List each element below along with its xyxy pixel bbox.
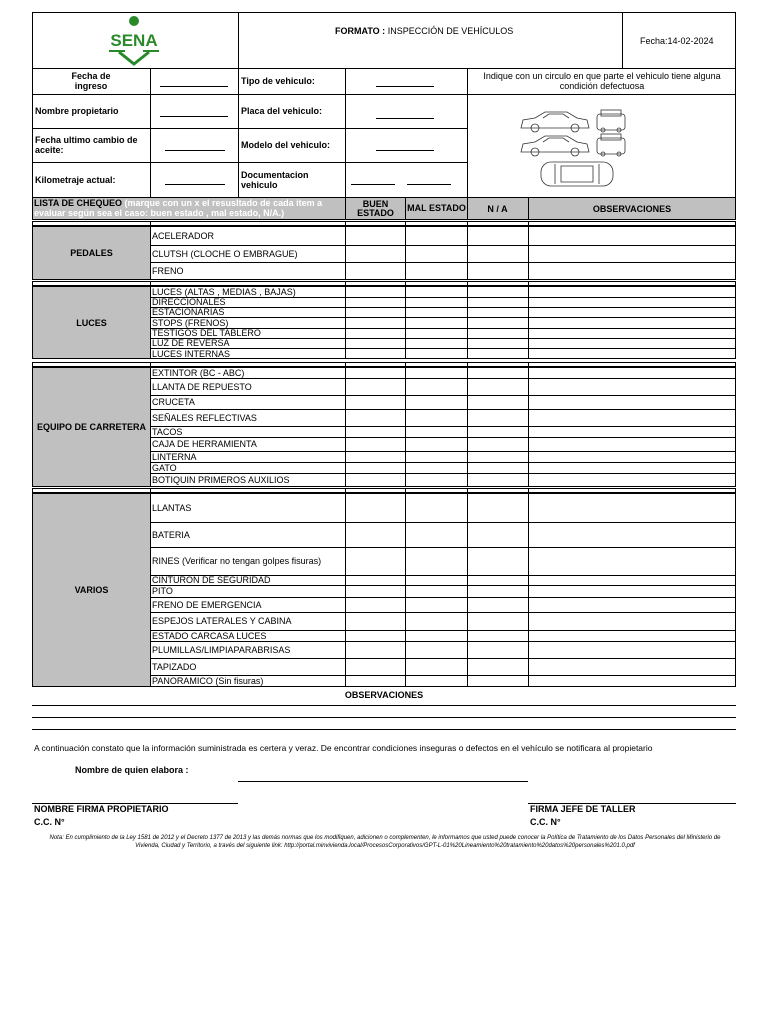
cell-na[interactable] bbox=[467, 547, 528, 575]
cell-mal[interactable] bbox=[405, 473, 467, 487]
cell-mal[interactable] bbox=[405, 451, 467, 462]
check-item-varios: RINES (Verificar no tengan golpes fisuras) bbox=[152, 556, 322, 566]
observaciones-line-2[interactable] bbox=[32, 717, 736, 718]
cell-na[interactable] bbox=[467, 522, 528, 547]
check-item-varios: FRENO DE EMERGENCIA bbox=[152, 599, 262, 610]
cell-obs[interactable] bbox=[528, 262, 736, 280]
cell-mal[interactable] bbox=[405, 409, 467, 426]
check-item-pedales: ACELERADOR bbox=[152, 230, 215, 241]
cell-obs[interactable] bbox=[528, 451, 736, 462]
cell-na[interactable] bbox=[467, 317, 528, 328]
fecha-aceite-field[interactable] bbox=[165, 150, 225, 151]
cell-na[interactable] bbox=[467, 493, 528, 522]
cell-obs[interactable] bbox=[528, 338, 736, 348]
cell-mal[interactable] bbox=[405, 641, 467, 658]
modelo-label: Modelo del vehiculo: bbox=[241, 140, 331, 150]
cell-buen[interactable] bbox=[345, 226, 405, 245]
cell-buen[interactable] bbox=[345, 675, 405, 687]
cell-obs[interactable] bbox=[528, 575, 736, 585]
formato-label: FORMATO : bbox=[335, 26, 386, 36]
check-item-luces: LUZ DE REVERSA bbox=[152, 338, 230, 348]
documentacion-field-2[interactable] bbox=[407, 184, 451, 185]
cell-buen[interactable] bbox=[345, 338, 405, 348]
indique-text: Indique con un circulo en que parte el vehiculo tiene alguna condición defectuosa bbox=[483, 71, 721, 91]
cell-buen[interactable] bbox=[345, 262, 405, 280]
check-item-equipo: BOTIQUIN PRIMEROS AUXILIOS bbox=[152, 475, 290, 485]
section-title-luces: LUCES bbox=[33, 287, 150, 358]
cell-mal[interactable] bbox=[405, 338, 467, 348]
tipo-vehiculo-label: Tipo de vehiculo: bbox=[241, 76, 315, 86]
cell-mal[interactable] bbox=[405, 317, 467, 328]
firma-jefe-label: FIRMA JEFE DE TALLER bbox=[530, 804, 636, 814]
observaciones-line-1[interactable] bbox=[32, 705, 736, 706]
cell-na[interactable] bbox=[467, 245, 528, 262]
section-title-varios: VARIOS bbox=[33, 494, 150, 686]
cell-obs[interactable] bbox=[528, 675, 736, 687]
cell-na[interactable] bbox=[467, 226, 528, 245]
cell-mal[interactable] bbox=[405, 286, 467, 297]
fecha: Fecha:14-02-2024 bbox=[640, 36, 714, 46]
fecha-ingreso-field[interactable] bbox=[160, 86, 228, 87]
cell-obs[interactable] bbox=[528, 658, 736, 675]
check-item-pedales: FRENO bbox=[152, 266, 184, 276]
cell-mal[interactable] bbox=[405, 328, 467, 338]
cell-buen[interactable] bbox=[345, 585, 405, 597]
documentacion-field-1[interactable] bbox=[351, 184, 395, 185]
cell-mal[interactable] bbox=[405, 658, 467, 675]
tipo-vehiculo-field[interactable] bbox=[376, 86, 434, 87]
check-item-equipo: CRUCETA bbox=[152, 397, 195, 407]
cell-mal[interactable] bbox=[405, 462, 467, 473]
cell-buen[interactable] bbox=[345, 575, 405, 585]
check-item-varios: ESPEJOS LATERALES Y CABINA bbox=[152, 616, 292, 626]
mal-estado-header: MAL ESTADO bbox=[407, 203, 466, 213]
cell-na[interactable] bbox=[467, 307, 528, 317]
cell-obs[interactable] bbox=[528, 612, 736, 630]
check-item-varios: ESTADO CARCASA LUCES bbox=[152, 630, 267, 641]
cell-mal[interactable] bbox=[405, 262, 467, 280]
checklist-title: LISTA DE CHEQUEO (marque con un x el resusltado de cada item a evaluar según sea el caso: buen estado , mal estado, N/A.) bbox=[34, 198, 323, 218]
check-item-equipo: CAJA DE HERRAMIENTA bbox=[152, 439, 257, 449]
cell-na[interactable] bbox=[467, 367, 528, 378]
firma-propietario-label: NOMBRE FIRMA PROPIETARIO bbox=[34, 804, 169, 814]
cell-na[interactable] bbox=[467, 641, 528, 658]
cell-na[interactable] bbox=[467, 378, 528, 395]
buen-estado-header: BUEN ESTADO bbox=[357, 198, 394, 218]
elabora-field[interactable] bbox=[238, 781, 528, 782]
cell-obs[interactable] bbox=[528, 426, 736, 437]
cell-mal[interactable] bbox=[405, 630, 467, 641]
check-item-varios: LLANTAS bbox=[152, 502, 192, 513]
cell-buen[interactable] bbox=[345, 473, 405, 487]
cell-obs[interactable] bbox=[528, 522, 736, 547]
check-item-varios: PLUMILLAS/LIMPIAPARABRISAS bbox=[152, 644, 291, 655]
cell-buen[interactable] bbox=[345, 462, 405, 473]
cell-buen[interactable] bbox=[345, 317, 405, 328]
cell-na[interactable] bbox=[467, 328, 528, 338]
cell-mal[interactable] bbox=[405, 437, 467, 451]
cell-na[interactable] bbox=[467, 451, 528, 462]
cell-buen[interactable] bbox=[345, 297, 405, 307]
formato-title bbox=[335, 26, 513, 36]
sena-logo bbox=[95, 14, 173, 66]
cell-mal[interactable] bbox=[405, 307, 467, 317]
cell-buen[interactable] bbox=[345, 547, 405, 575]
cell-buen[interactable] bbox=[345, 378, 405, 395]
vehicle-diagram[interactable] bbox=[515, 106, 635, 190]
check-item-luces: STOPS (FRENOS) bbox=[152, 317, 229, 328]
check-item-luces: LUCES (ALTAS , MEDIAS , BAJAS) bbox=[152, 286, 296, 297]
cell-mal[interactable] bbox=[405, 297, 467, 307]
cell-mal[interactable] bbox=[405, 585, 467, 597]
check-item-equipo: SEÑALES REFLECTIVAS bbox=[152, 412, 257, 423]
cell-na[interactable] bbox=[467, 630, 528, 641]
cell-obs[interactable] bbox=[528, 585, 736, 597]
cell-na[interactable] bbox=[467, 597, 528, 612]
cell-obs[interactable] bbox=[528, 409, 736, 426]
nota-legal: Nota: En cumplimiento de la Ley 1581 de 2012 y el Decreto 1377 de 2013 y las demás normas que los modifiquen, adicionen o complementen, le informamos que usted puede conocer la Política de Tratamiento de los Datos Personales del Ministerio de Vivienda, Ciudad y Territorio, a través del siguiente link: http://portal.minvivienda.local/ProcesosCorporativos/GPT-L-01%20Lineamiento%20tratamiento%20datos%20personales%201.0.pdf bbox=[49, 835, 721, 849]
check-item-equipo: GATO bbox=[152, 462, 177, 473]
documentacion-label: Documentacion vehiculo bbox=[241, 170, 309, 190]
fecha-aceite-label: Fecha ultimo cambio de aceite: bbox=[35, 135, 138, 155]
section-spacer bbox=[32, 221, 736, 226]
check-item-luces: ESTACIONARIAS bbox=[152, 307, 225, 317]
cell-buen[interactable] bbox=[345, 328, 405, 338]
cell-buen[interactable] bbox=[345, 612, 405, 630]
check-item-varios: TAPIZADO bbox=[152, 661, 197, 672]
cell-na[interactable] bbox=[467, 297, 528, 307]
na-header: N / A bbox=[487, 203, 508, 214]
check-item-equipo: EXTINTOR (BC - ABC) bbox=[152, 367, 245, 378]
cell-mal[interactable] bbox=[405, 547, 467, 575]
cell-buen[interactable] bbox=[345, 522, 405, 547]
cell-obs[interactable] bbox=[528, 245, 736, 262]
cell-obs[interactable] bbox=[528, 378, 736, 395]
observaciones-header: OBSERVACIONES bbox=[592, 203, 672, 214]
cell-buen[interactable] bbox=[345, 630, 405, 641]
kilometraje-label: Kilometraje actual: bbox=[35, 175, 116, 185]
cc-jefe: C.C. N° bbox=[530, 817, 561, 827]
cell-mal[interactable] bbox=[405, 675, 467, 687]
check-item-equipo: LLANTA DE REPUESTO bbox=[152, 381, 252, 392]
check-item-pedales: CLUTSH (CLOCHE O EMBRAGUE) bbox=[152, 248, 298, 259]
cell-buen[interactable] bbox=[345, 245, 405, 262]
modelo-field[interactable] bbox=[376, 150, 434, 151]
placa-field[interactable] bbox=[376, 118, 434, 119]
cell-na[interactable] bbox=[467, 675, 528, 687]
cell-buen[interactable] bbox=[345, 367, 405, 378]
cell-obs[interactable] bbox=[528, 328, 736, 338]
cell-obs[interactable] bbox=[528, 395, 736, 409]
cell-obs[interactable] bbox=[528, 462, 736, 473]
cell-mal[interactable] bbox=[405, 426, 467, 437]
constato-text: A continuación constato que la información suministrada es certera y veraz. De encontrar condiciones inseguras o defectos en el vehículo se notificara al propietario bbox=[34, 743, 653, 753]
cell-obs[interactable] bbox=[528, 348, 736, 359]
cell-na[interactable] bbox=[467, 585, 528, 597]
section-spacer bbox=[32, 281, 736, 286]
cell-obs[interactable] bbox=[528, 437, 736, 451]
placa-label: Placa del vehiculo: bbox=[241, 106, 323, 116]
cell-mal[interactable] bbox=[405, 378, 467, 395]
cell-na[interactable] bbox=[467, 348, 528, 359]
cell-obs[interactable] bbox=[528, 226, 736, 245]
kilometraje-field[interactable] bbox=[165, 184, 225, 185]
cell-buen[interactable] bbox=[345, 307, 405, 317]
check-item-varios: CINTURON DE SEGURIDAD bbox=[152, 575, 271, 585]
cell-buen[interactable] bbox=[345, 395, 405, 409]
check-item-varios: BATERIA bbox=[152, 529, 190, 540]
cell-obs[interactable] bbox=[528, 367, 736, 378]
cell-buen[interactable] bbox=[345, 426, 405, 437]
section-title-pedales: PEDALES bbox=[33, 227, 150, 279]
cell-obs[interactable] bbox=[528, 493, 736, 522]
observaciones-footer-title: OBSERVACIONES bbox=[344, 690, 424, 700]
cell-na[interactable] bbox=[467, 575, 528, 585]
cell-mal[interactable] bbox=[405, 367, 467, 378]
nombre-propietario-field[interactable] bbox=[160, 116, 228, 117]
cell-obs[interactable] bbox=[528, 547, 736, 575]
section-spacer bbox=[32, 488, 736, 493]
check-item-varios: PANORAMICO (Sin fisuras) bbox=[152, 676, 264, 686]
cell-na[interactable] bbox=[467, 338, 528, 348]
cell-obs[interactable] bbox=[528, 630, 736, 641]
cell-na[interactable] bbox=[467, 395, 528, 409]
cell-na[interactable] bbox=[467, 262, 528, 280]
cell-obs[interactable] bbox=[528, 307, 736, 317]
check-item-equipo: LINTERNA bbox=[152, 451, 197, 462]
cell-na[interactable] bbox=[467, 462, 528, 473]
formato-value: INSPECCIÓN DE VEHÍCULOS bbox=[387, 26, 514, 36]
logo-text: SENA bbox=[110, 31, 158, 50]
cell-mal[interactable] bbox=[405, 348, 467, 359]
cell-obs[interactable] bbox=[528, 317, 736, 328]
cell-mal[interactable] bbox=[405, 395, 467, 409]
cell-obs[interactable] bbox=[528, 473, 736, 487]
check-item-luces: DIRECCIONALES bbox=[152, 297, 226, 307]
cell-na[interactable] bbox=[467, 473, 528, 487]
cell-buen[interactable] bbox=[345, 597, 405, 612]
observaciones-line-3[interactable] bbox=[32, 729, 736, 730]
check-item-luces: TESTIGOS DEL TABLERO bbox=[152, 328, 261, 338]
section-title-equipo: EQUIPO DE CARRETERA bbox=[33, 368, 150, 486]
cell-obs[interactable] bbox=[528, 597, 736, 612]
cell-buen[interactable] bbox=[345, 641, 405, 658]
cell-obs[interactable] bbox=[528, 641, 736, 658]
nombre-propietario-label: Nombre propietario bbox=[35, 106, 119, 116]
cell-na[interactable] bbox=[467, 426, 528, 437]
cell-na[interactable] bbox=[467, 437, 528, 451]
cc-propietario: C.C. N° bbox=[34, 817, 65, 827]
check-item-luces: LUCES INTERNAS bbox=[152, 348, 231, 359]
cell-buen[interactable] bbox=[345, 493, 405, 522]
check-item-varios: PITO bbox=[152, 586, 173, 596]
cell-na[interactable] bbox=[467, 286, 528, 297]
cell-mal[interactable] bbox=[405, 522, 467, 547]
cell-na[interactable] bbox=[467, 409, 528, 426]
cell-na[interactable] bbox=[467, 658, 528, 675]
cell-mal[interactable] bbox=[405, 612, 467, 630]
fecha-ingreso-label: Fecha de ingreso bbox=[71, 71, 111, 91]
cell-obs[interactable] bbox=[528, 286, 736, 297]
cell-buen[interactable] bbox=[345, 348, 405, 359]
cell-mal[interactable] bbox=[405, 575, 467, 585]
check-item-equipo: TACOS bbox=[152, 426, 183, 437]
elabora-label: Nombre de quien elabora : bbox=[75, 765, 189, 775]
cell-obs[interactable] bbox=[528, 297, 736, 307]
section-spacer bbox=[32, 362, 736, 367]
cell-buen[interactable] bbox=[345, 451, 405, 462]
cell-mal[interactable] bbox=[405, 597, 467, 612]
cell-buen[interactable] bbox=[345, 658, 405, 675]
cell-buen[interactable] bbox=[345, 286, 405, 297]
cell-buen[interactable] bbox=[345, 409, 405, 426]
cell-mal[interactable] bbox=[405, 493, 467, 522]
cell-mal[interactable] bbox=[405, 226, 467, 245]
cell-mal[interactable] bbox=[405, 245, 467, 262]
cell-na[interactable] bbox=[467, 612, 528, 630]
cell-buen[interactable] bbox=[345, 437, 405, 451]
